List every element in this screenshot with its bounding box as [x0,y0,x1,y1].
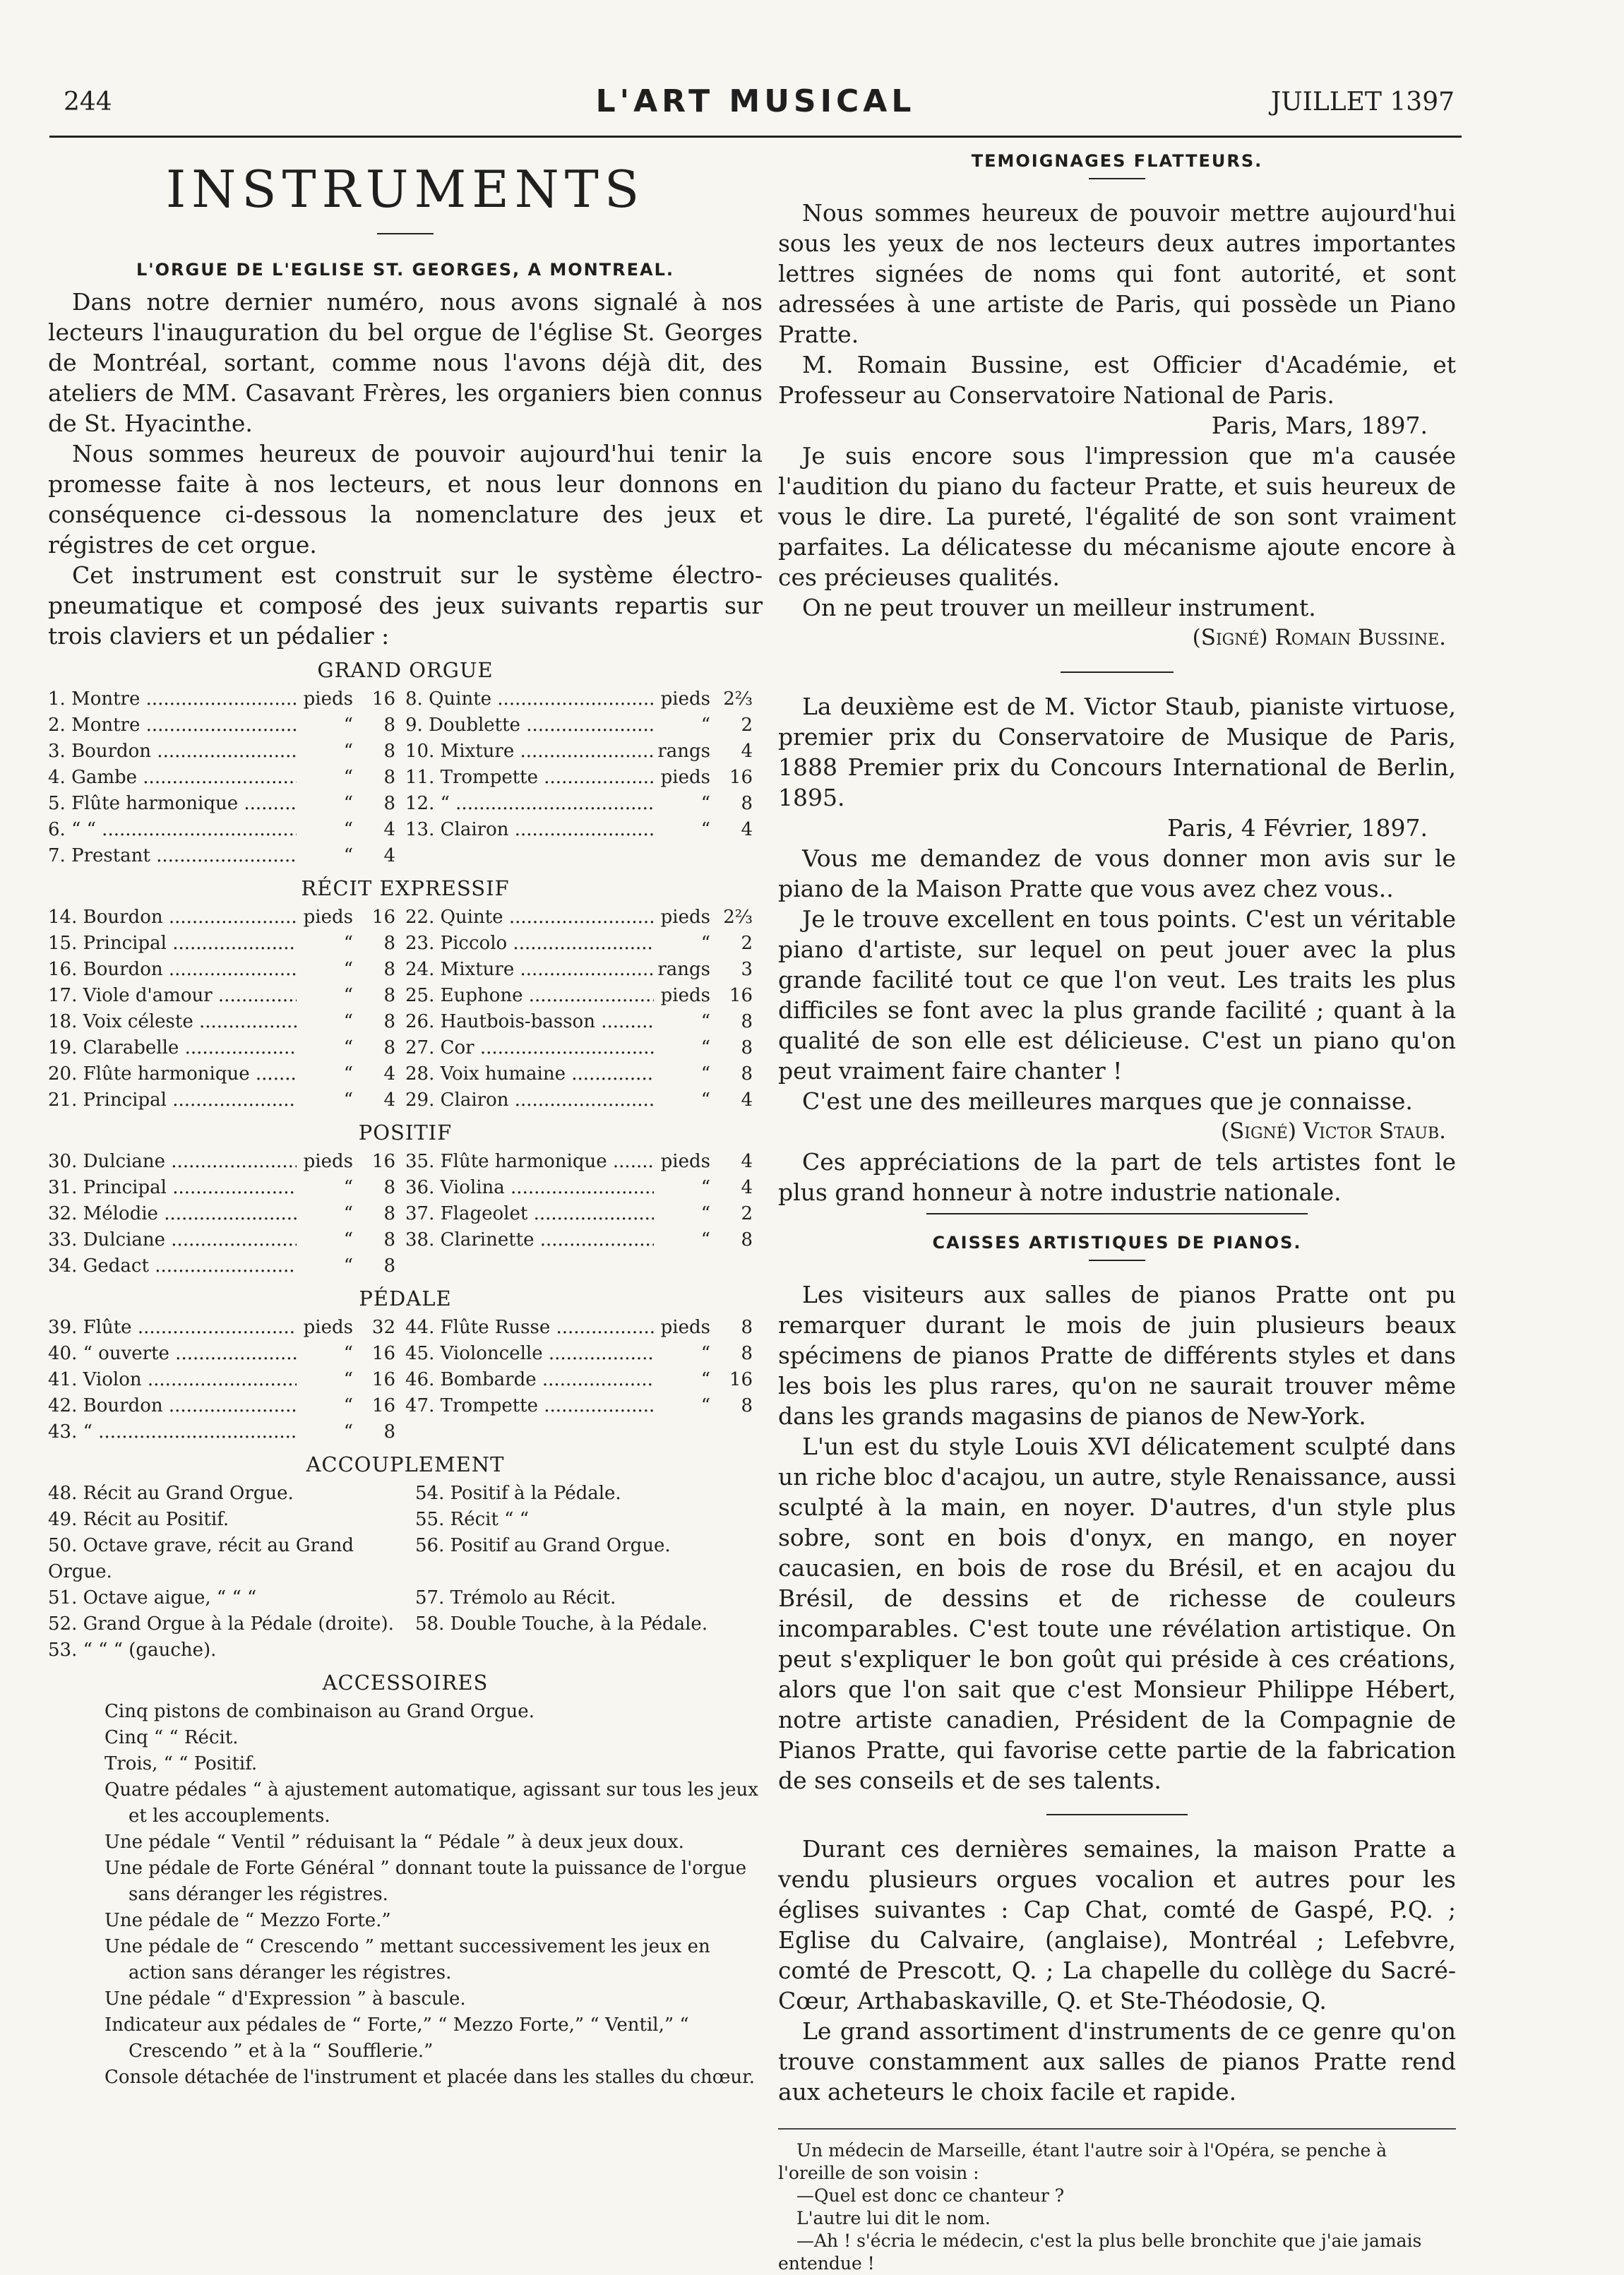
stop-label: 38. Clarinette ..... [405,1227,654,1253]
positif-title: POSITIF [358,1121,453,1145]
stop-unit: “ [700,1343,710,1364]
stop-unit: “ [700,1177,710,1198]
stop-row [48,1227,405,1253]
stop-value: 16 [371,1151,395,1172]
stop-value: 8 [383,1203,395,1224]
stop-row [48,817,405,843]
accouplement-list [48,1481,763,1664]
anecdote-line: Un médecin de Marseille, étant l'autre soir à l'Opéra, se penche à l'oreille de son voisin : [778,2140,1387,2183]
list-item: 52. Grand Orgue à la Pédale (droite). [48,1613,394,1635]
list-item: Quatre pédales “ à ajustement automatique, agissant sur tous les jeux et les accouplements. [105,1779,758,1827]
stop-row [48,904,405,931]
stop-unit: pieds [303,907,353,928]
stop-unit: pieds [660,1317,710,1338]
stop-label: 33. Dulciane ..... [48,1227,297,1253]
paragraph: Durant ces dernières semaines, la maison Pratte a vendu plusieurs orgues vocalion et autres pour les églises suivantes : Cap Chat, comté de Gaspé, P.Q. ; Eglise du Calvaire, (anglaise), Montréal ; Lefebvre, comté de Prescott, Q. ; La chapelle du collège du Sacré-Cœur, Arthabaskaville, Q. et Ste-Théodosie, Q. [778,1835,1456,2014]
accouplement-title: ACCOUPLEMENT [306,1452,505,1476]
list-item: Une pédale “ Ventil ” réduisant la “ Pédale ” à deux jeux doux. [105,1832,684,1853]
stop-label: 19. Clarabelle ..... [48,1035,297,1061]
stop-unit: “ [343,1203,353,1224]
stop-label: 47. Trompette ..... [405,1393,654,1419]
stop-value: 4 [741,1151,753,1172]
stop-label: 15. Principal ..... [48,931,297,957]
stop-row [405,1087,763,1113]
stop-label: 3. Bourdon ..... [48,739,297,765]
stop-label: 45. Violoncelle ..... [405,1341,654,1367]
stop-label: 4. Gambe ..... [48,765,297,791]
stop-label: 29. Clairon ..... [405,1087,654,1113]
stop-row [48,1149,405,1175]
stop-unit: “ [343,1037,353,1058]
stop-label: 41. Violon ..... [48,1367,297,1393]
pedale-stops [48,1315,763,1445]
left-column [48,148,763,2091]
stop-label: 11. Trompette ..... [405,765,654,791]
stop-unit: pieds [303,1151,353,1172]
stop-row [48,1253,405,1279]
stop-row [405,983,763,1009]
stop-value: 2 [741,1203,753,1224]
anecdote [778,2128,1456,2275]
stop-label: 40. “ ouverte ..... [48,1341,297,1367]
stop-label: 14. Bourdon ..... [48,904,297,931]
stop-value: 4 [741,819,753,840]
stop-row [405,904,763,931]
stop-value: 2 [741,933,753,954]
stop-label: 26. Hautbois-basson ..... [405,1009,654,1035]
stop-value: 8 [383,1255,395,1277]
stop-value: 16 [371,1369,395,1390]
stop-unit: pieds [660,1151,710,1172]
stop-value: 8 [383,1421,395,1443]
stop-label: 28. Voix humaine ..... [405,1061,654,1087]
paragraph: L'un est du style Louis XVI délicatement sculpté dans un riche bloc d'acajou, un autre, style Renaissance, aussi sculpté à la main, en noyer. D'autres, d'un style plus sobre, sont en bois d'onyx, en mango, en noyer caucasien, en bois de rose du Brésil, et en acajou du Brésil, de dessins et de richesse de couleurs incomparables. C'est toute une révélation artistique. On peut s'expliquer le bon goût qui préside à ces créations, alors que l'on sait que c'est Monsieur Philippe Hébert, notre artiste canadien, Président de la Compagnie de Pianos Pratte, qui favorise cette partie de la fabrication de ses conseils et de ses talents. [778,1433,1456,1794]
stop-label: 12. “ ..... [405,791,654,817]
stop-value: 8 [741,1037,753,1058]
list-item: 53. “ “ “ (gauche). [48,1640,217,1661]
stop-value: 4 [741,1177,753,1198]
anecdote-line: —Ah ! s'écria le médecin, c'est la plus belle bronchite que j'aie jamais entendue ! [778,2231,1422,2274]
section-title: INSTRUMENTS [165,160,645,219]
stop-label: 20. Flûte harmonique ..... [48,1061,297,1087]
stop-value: 8 [741,1343,753,1364]
stop-row [48,712,405,739]
stop-unit: “ [343,819,353,840]
stop-label: 32. Mélodie ..... [48,1201,297,1227]
stop-value: 32 [371,1317,395,1338]
stop-row [405,791,763,817]
list-item: 58. Double Touche, à la Pédale. [415,1613,708,1635]
stop-value: 8 [741,1395,753,1416]
list-item: Une pédale de Forte Général ” donnant toute la puissance de l'orgue sans déranger les régistres. [105,1858,747,1905]
stop-value: 8 [383,959,395,980]
stops-left [48,1149,405,1279]
stop-unit: “ [700,1229,710,1250]
list-item: 56. Positif au Grand Orgue. [415,1535,671,1556]
stop-label: 13. Clairon ..... [405,817,654,843]
letter-date: Paris, Mars, 1897. [1211,412,1428,439]
signature: (Signé) Victor Staub. [1220,1118,1446,1144]
paragraph: Cet instrument est construit sur le système électro-pneumatique et composé des jeux suivants repartis sur trois claviers et un pédalier : [48,561,763,650]
stops-left [48,904,405,1113]
paragraph: Le grand assortiment d'instruments de ce genre qu'on trouve constamment aux salles de pianos Pratte rend aux acheteurs le choix facile et rapide. [778,2017,1456,2106]
positif-stops [48,1149,763,1279]
stop-label: 8. Quinte ..... [405,686,654,712]
stop-label: 10. Mixture ..... [405,739,654,765]
stop-value: 4 [741,1089,753,1111]
paragraph: Je suis encore sous l'impression que m'a causée l'audition du piano du facteur Pratte, et suis heureux de vous le dire. La pureté, l'égalité de son sont vraiment parfaites. La délicatesse du mécanisme ajoute encore à ces précieuses qualités. [778,442,1456,591]
stop-value: 8 [383,1229,395,1250]
pedale-title: PÉDALE [359,1286,452,1310]
stop-unit: “ [700,1089,710,1111]
list-item: 50. Octave grave, récit au Grand Orgue. [48,1535,354,1582]
stop-label: 1. Montre ..... [48,686,297,712]
stop-row [48,983,405,1009]
stop-label: 21. Principal ..... [48,1087,297,1113]
stop-value: 8 [383,1011,395,1032]
paragraph: On ne peut trouver un meilleur instrument. [802,594,1316,621]
stop-unit: “ [343,985,353,1006]
list-item: Indicateur aux pédales de “ Forte,” “ Mezzo Forte,” “ Ventil,” “ Crescendo ” et à la “ Soufflerie.” [105,2014,689,2062]
stop-unit: “ [700,1369,710,1390]
separator-rule [1046,1814,1188,1815]
stop-value: 16 [729,1369,753,1390]
stop-value: 4 [383,1063,395,1085]
list-item: Une pédale de “ Crescendo ” mettant successivement les jeux en action sans déranger les régistres. [105,1936,710,1983]
stop-unit: “ [343,959,353,980]
stop-unit: “ [343,1063,353,1085]
stops-left [48,686,405,869]
paragraph: M. Romain Bussine, est Officier d'Académie, et Professeur au Conservatoire National de Paris. [778,351,1456,409]
stop-unit: “ [700,1063,710,1085]
stop-value: 8 [383,793,395,814]
stop-row [405,957,763,983]
stop-value: 8 [383,741,395,762]
stop-row [48,1201,405,1227]
stop-row [48,739,405,765]
temoignages-heading: TEMOIGNAGES FLATTEURS. [971,151,1263,171]
stop-unit: “ [343,767,353,788]
stop-row [405,1227,763,1253]
list-item: Une pédale “ d'Expression ” à bascule. [105,1988,466,2010]
stops-left [48,1315,405,1445]
paragraph: Les visiteurs aux salles de pianos Pratte ont pu remarquer durant le mois de juin plusieurs beaux spécimens de pianos Pratte de différents styles et dans les bois les plus rares, qu'on ne saurait trouver même dans les grands magasins de pianos de New-York. [778,1281,1456,1430]
stop-label: 42. Bourdon ..... [48,1393,297,1419]
stop-value: 16 [371,1395,395,1416]
stop-label: 31. Principal ..... [48,1175,297,1201]
anecdote-line: L'autre lui dit le nom. [796,2208,991,2228]
stop-label: 6. “ “ ..... [48,817,297,843]
stop-label: 18. Voix céleste ..... [48,1009,297,1035]
stop-unit: “ [700,933,710,954]
list-item: Cinq “ “ Récit. [105,1727,239,1748]
stop-unit: pieds [660,985,710,1006]
stop-label: 27. Cor ..... [405,1035,654,1061]
stop-label: 37. Flageolet ..... [405,1201,654,1227]
list-item [415,1637,754,1664]
paragraph: La deuxième est de M. Victor Staub, pianiste virtuose, premier prix du Conservatoire de Musique de Paris, 1888 Premier prix du Concours International de Berlin, 1895. [778,693,1456,811]
stop-unit: “ [343,1369,353,1390]
stop-value: 16 [371,688,395,710]
stop-row [405,686,763,712]
stop-unit: “ [700,1395,710,1416]
list-item: Une pédale de “ Mezzo Forte.” [105,1910,391,1931]
stop-unit: pieds [660,767,710,788]
stop-value: 4 [741,741,753,762]
stop-value: 16 [371,1343,395,1364]
caisses-heading: CAISSES ARTISTIQUES DE PIANOS. [932,1233,1302,1253]
stop-label: 7. Prestant ..... [48,843,297,869]
right-column [778,148,1456,2275]
stop-label: 46. Bombarde ..... [405,1367,654,1393]
separator-rule [1061,671,1174,673]
stop-unit: “ [343,1395,353,1416]
stop-unit: “ [343,1011,353,1032]
stop-value: 8 [741,1063,753,1085]
stop-unit: rangs [657,741,710,762]
stop-unit: “ [343,1255,353,1277]
stop-unit: “ [343,1343,353,1364]
stop-value: 8 [383,933,395,954]
stop-row [48,1393,405,1419]
heading-rule [1089,1260,1145,1261]
stop-row [48,1419,405,1445]
signature: (Signé) Romain Bussine. [1192,625,1446,650]
list-item: Trois, “ “ Positif. [105,1753,258,1774]
stop-value: 16 [371,907,395,928]
grand-orgue-stops [48,686,763,869]
stop-row [405,1149,763,1175]
stop-unit: “ [700,715,710,736]
stop-value: 8 [741,793,753,814]
stop-row [405,1035,763,1061]
stop-value: 16 [729,985,753,1006]
stop-label: 9. Doublette ..... [405,712,654,739]
stop-unit: “ [700,1203,710,1224]
stop-label: 36. Violina ..... [405,1175,654,1201]
stop-value: 4 [383,1089,395,1111]
stop-row [405,1393,763,1419]
stop-row [48,1341,405,1367]
stop-row [405,765,763,791]
letter-date: Paris, 4 Février, 1897. [1167,814,1428,842]
accessoires-title: ACCESSOIRES [322,1671,489,1695]
stop-unit: “ [343,933,353,954]
stop-unit: “ [700,819,710,840]
stop-label: 35. Flûte harmonique ..... [405,1149,654,1175]
list-item: 57. Trémolo au Récit. [415,1587,616,1608]
stop-value: 8 [383,715,395,736]
stop-value: 8 [741,1229,753,1250]
stop-row [405,739,763,765]
stop-unit: “ [700,793,710,814]
stop-label: 43. “ ..... [48,1419,297,1445]
list-item: Console détachée de l'instrument et placée dans les stalles du chœur. [105,2067,755,2088]
recit-title: RÉCIT EXPRESSIF [301,876,510,900]
list-item: 48. Récit au Grand Orgue. [48,1483,294,1504]
stop-unit: “ [343,793,353,814]
stop-unit: “ [343,715,353,736]
stop-unit: pieds [303,688,353,710]
stop-unit: rangs [657,959,710,980]
stop-row [405,1315,763,1341]
stop-value: 8 [383,985,395,1006]
stop-label: 5. Flûte harmonique ..... [48,791,297,817]
stop-row [48,1315,405,1341]
stop-value: 8 [383,767,395,788]
stop-unit: “ [700,1011,710,1032]
journal-title: L'ART MUSICAL [595,83,916,119]
paragraph: Dans notre dernier numéro, nous avons signalé à nos lecteurs l'inauguration du bel orgue de l'église St. Georges de Montréal, sortant, comme nous l'avons déjà dit, des ateliers de MM. Casavant Frères, les organiers bien connus de St. Hyacinthe. [48,288,763,437]
stop-label: 39. Flûte ..... [48,1315,297,1341]
stop-label: 23. Piccolo ..... [405,931,654,957]
stop-label: 44. Flûte Russe ..... [405,1315,654,1341]
header-rule [49,136,1462,138]
separator-rule [926,1213,1308,1214]
page-number: 244 [64,88,112,117]
stop-value: 8 [741,1011,753,1032]
stop-unit: “ [343,1177,353,1198]
stop-row [48,686,405,712]
stop-unit: “ [343,1421,353,1443]
stops-right [405,1149,763,1279]
stop-label: 22. Quinte ..... [405,904,654,931]
paragraph: Ces appréciations de la part de tels artistes font le plus grand honneur à notre industrie nationale. [778,1148,1456,1206]
stop-row [405,712,763,739]
stops-right [405,1315,763,1445]
stops-right [405,904,763,1113]
stop-value: 8 [741,1317,753,1338]
page-header [49,83,1462,126]
stop-value: 4 [383,819,395,840]
paragraph: Nous sommes heureux de pouvoir mettre aujourd'hui sous les yeux de nos lecteurs deux autres importantes lettres signées de noms qui font autorité, et sont adressées à une artiste de Paris, qui possède un Piano Pratte. [778,199,1456,348]
stop-row [405,1061,763,1087]
stop-value: 4 [383,845,395,866]
article-heading: L'ORGUE DE L'EGLISE ST. GEORGES, A MONTREAL. [136,260,674,280]
stop-row [48,765,405,791]
stop-row [48,957,405,983]
stop-row [48,1009,405,1035]
paragraph: Vous me demandez de vous donner mon avis sur le piano de la Maison Pratte que vous avez chez vous.. [778,844,1456,902]
stop-value: 8 [383,1037,395,1058]
stop-label: 2. Montre ..... [48,712,297,739]
anecdote-line: —Quel est donc ce chanteur ? [796,2185,1065,2206]
stop-row [405,1367,763,1393]
list-item: Cinq pistons de combinaison au Grand Orgue. [105,1701,535,1722]
stop-row [405,931,763,957]
stop-value: 2⅔ [723,688,753,710]
stop-unit: pieds [303,1317,353,1338]
stop-row [48,791,405,817]
stops-right [405,686,763,869]
stop-label: 25. Euphone ..... [405,983,654,1009]
stop-unit: pieds [660,907,710,928]
stop-unit: pieds [660,688,710,710]
stop-row [405,1009,763,1035]
stop-label: 16. Bourdon ..... [48,957,297,983]
list-item: 51. Octave aigue, “ “ “ [48,1587,257,1608]
stop-row [48,1175,405,1201]
issue-date: JUILLET 1397 [1270,88,1455,117]
stop-unit: “ [343,1089,353,1111]
heading-rule [1089,178,1145,179]
stop-value: 3 [741,959,753,980]
stop-label: 17. Viole d'amour ..... [48,983,297,1009]
stop-row [405,1341,763,1367]
stop-value: 2 [741,715,753,736]
stop-unit: “ [700,1037,710,1058]
stop-label: 24. Mixture ..... [405,957,654,983]
recit-stops [48,904,763,1113]
paragraph: Nous sommes heureux de pouvoir aujourd'hui tenir la promesse faite à nos lecteurs, et nous leur donnons en conséquence ci-dessous la nomenclature des jeux et régistres de cet orgue. [48,440,763,559]
stop-row [48,1367,405,1393]
grand-orgue-title: GRAND ORGUE [317,658,494,682]
stop-row [48,843,405,869]
list-item: 55. Récit “ “ [415,1509,530,1530]
stop-row [48,931,405,957]
stop-row [48,1035,405,1061]
accessoires-list [48,1699,763,2091]
stop-row [405,1175,763,1201]
title-rule [377,233,434,234]
paragraph: Je le trouve excellent en tous points. C'est un véritable piano d'artiste, sur lequel on peut jouer avec la plus grande facilité tout ce que l'on veut. Les traits les plus difficiles se font avec la plus grande facilité ; quant à la qualité de son elle est délicieuse. C'est un piano qu'on peut vraiment faire chanter ! [778,905,1456,1085]
list-item: 49. Récit au Positif. [48,1509,229,1530]
stop-value: 16 [729,767,753,788]
stop-row [48,1061,405,1087]
stop-unit: “ [343,741,353,762]
stop-row [48,1087,405,1113]
stop-row [405,1201,763,1227]
stop-unit: “ [343,1229,353,1250]
stop-label: 34. Gedact ..... [48,1253,297,1279]
paragraph: C'est une des meilleures marques que je connaisse. [802,1087,1413,1115]
stop-value: 2⅔ [723,907,753,928]
stop-row [405,817,763,843]
stop-label: 30. Dulciane ..... [48,1149,297,1175]
stop-unit: “ [343,845,353,866]
list-item: 54. Positif à la Pédale. [415,1483,621,1504]
stop-value: 8 [383,1177,395,1198]
